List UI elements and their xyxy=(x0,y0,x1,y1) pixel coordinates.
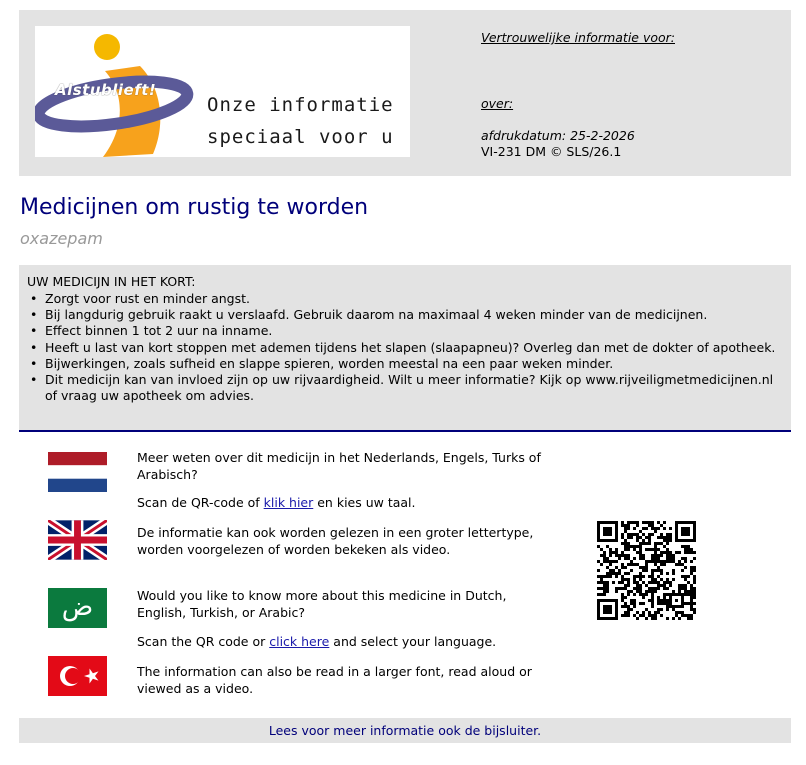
summary-item: • Heeft u last van kort stoppen met ademen tijdens het slapen (slaapapneu)? Overleg dan met de dokter of apotheek. xyxy=(27,340,781,356)
logo-word: Alstublieft! xyxy=(55,81,157,99)
logo-tagline-1: Onze informatie xyxy=(207,94,394,116)
english-click-here-link[interactable]: click here xyxy=(269,634,330,649)
english-scan-prefix: Scan the QR code or xyxy=(137,634,270,649)
summary-item: • Zorgt voor rust en minder angst. xyxy=(27,291,781,307)
document-code: VI-231 DM © SLS/26.1 xyxy=(481,144,622,159)
summary-panel xyxy=(19,265,791,432)
footer-note: Lees voor meer informatie ook de bijsluiter. xyxy=(19,718,791,743)
uk-flag-icon xyxy=(48,520,107,560)
confidential-label: Vertrouwelijke informatie voor: xyxy=(481,30,675,45)
arabic-language-icon xyxy=(48,588,107,628)
dutch-scan-line xyxy=(137,495,557,512)
brand-logo xyxy=(35,26,410,157)
summary-item: • Bij langdurig gebruik raakt u verslaafd. Gebruik daarom na maximaal 4 weken minder van de medicijnen. xyxy=(27,307,781,323)
english-info: The information can also be read in a larger font, read aloud or viewed as a video. xyxy=(137,664,532,696)
summary-item: • Dit medicijn kan van invloed zijn op uw rijvaardigheid. Wilt u meer informatie? Kijk op www.rijveiligmetmedicijnen.nl of vraag uw apotheek om advies. xyxy=(27,372,781,404)
qr-code[interactable] xyxy=(597,521,696,620)
header-panel xyxy=(19,10,791,176)
dutch-question: Meer weten over dit medicijn in het Nederlands, Engels, Turks of Arabisch? xyxy=(137,450,541,482)
english-scan-line xyxy=(137,634,557,651)
dutch-info: De informatie kan ook worden gelezen in een groter lettertype, worden voorgelezen of worden bekeken als video. xyxy=(137,525,534,557)
print-date: afdrukdatum: 25-2-2026 xyxy=(481,128,635,143)
summary-heading: UW MEDICIJN IN HET KORT: xyxy=(27,274,196,289)
logo-tagline-2: speciaal voor u xyxy=(207,126,394,148)
arabic-glyph: ض xyxy=(61,592,94,622)
dutch-scan-prefix: Scan de QR-code of xyxy=(137,495,264,510)
qr-code-graphic xyxy=(597,521,696,620)
english-question: Would you like to know more about this medicine in Dutch, English, Turkish, or Arabic? xyxy=(137,588,507,620)
page-title: Medicijnen om rustig te worden xyxy=(20,195,369,220)
dutch-scan-suffix: en kies uw taal. xyxy=(313,495,416,510)
dutch-flag-icon xyxy=(48,452,107,492)
summary-list xyxy=(27,291,781,404)
summary-item: • Effect binnen 1 tot 2 uur na inname. xyxy=(27,323,781,339)
english-scan-suffix: and select your language. xyxy=(329,634,497,649)
summary-item: • Bijwerkingen, zoals sufheid en slappe spieren, worden meestal na een paar weken minder. xyxy=(27,356,781,372)
turkish-flag-icon xyxy=(48,656,107,696)
medicine-name: oxazepam xyxy=(20,229,103,248)
dutch-click-here-link[interactable]: klik hier xyxy=(263,495,314,510)
about-label: over: xyxy=(481,96,514,111)
